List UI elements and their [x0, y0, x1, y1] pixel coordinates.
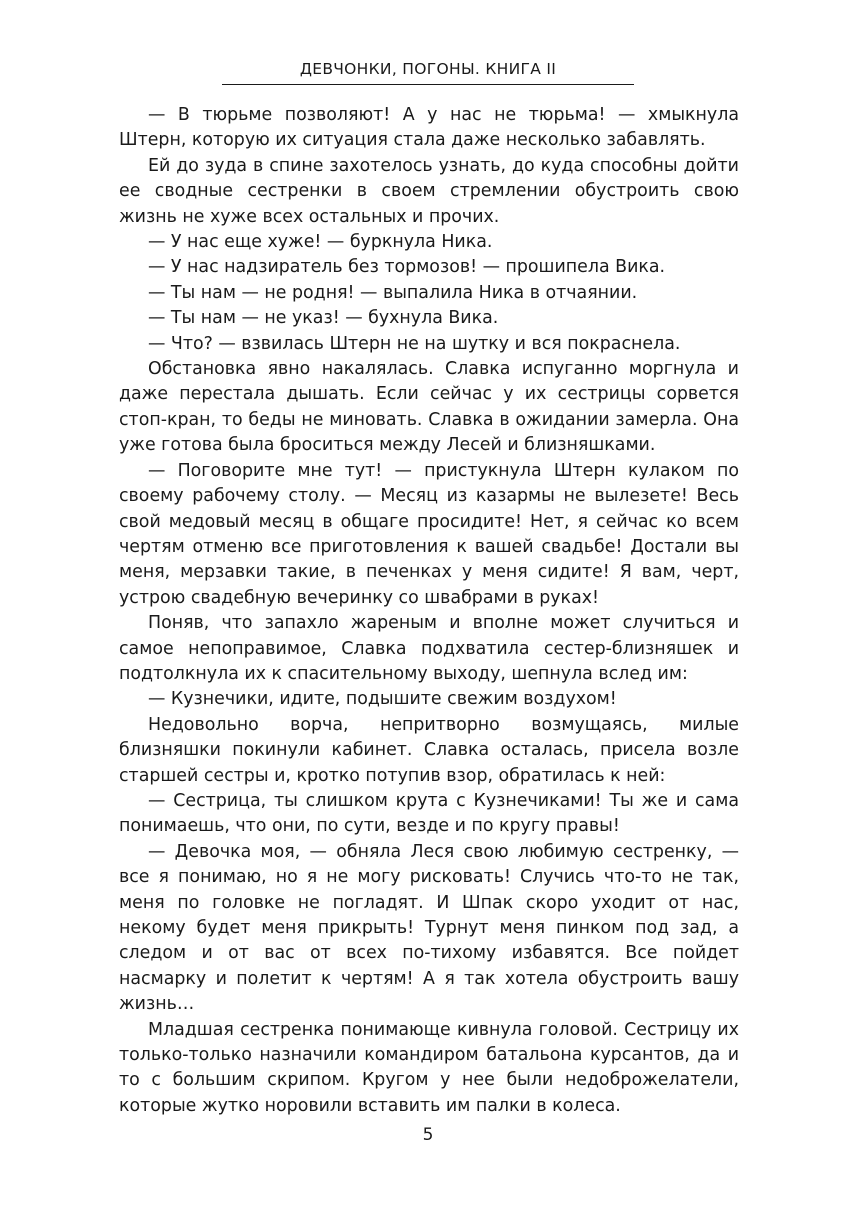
paragraph: — Кузнечики, идите, подышите свежим воздухом!	[148, 689, 617, 710]
header-divider	[222, 84, 634, 85]
paragraph: — Что? — взвилась Штерн не на шутку и вся покраснела.	[148, 333, 681, 354]
paragraph: Обстановка явно накалялась. Славка испуганно моргнула и даже перестала дышать. Если сейчас у их сестрицы сорвется стоп-кран, то беды не миновать. Славка в ожидании замерла. Она уже готова была броситься между Лесей и близняшками.	[119, 359, 739, 456]
paragraph: — Девочка моя, — обняла Леся свою любимую сестренку, — все я понимаю, но я не могу рисковать! Случись что-то не так, меня по головке не погладят. И Шпак скоро уходит от нас, некому будет меня прикрыть! Турнут меня пинком под зад, а следом и от вас от всех по-тихому избавятся. Все пойдет насмарку и полетит к чертям! А я так хотела обустроить вашу жизнь…	[119, 841, 739, 1015]
paragraph: — Сестрица, ты слишком крута с Кузнечиками! Ты же и сама понимаешь, что они, по сути, везде и по кругу правы!	[119, 790, 739, 837]
paragraph: — У нас еще хуже! — буркнула Ника.	[148, 232, 493, 253]
paragraph: Младшая сестренка понимающе кивнула головой. Сестрицу их только-только назначили командиром батальона курсантов, да и то с большим скрипом. Кругом у нее были недоброжелатели, которые жутко норовили вставить им палки в колеса.	[119, 1019, 739, 1116]
paragraph: — У нас надзиратель без тормозов! — прошипела Вика.	[148, 257, 666, 278]
paragraph: — Поговорите мне тут! — пристукнула Штерн кулаком по своему рабочему столу. — Месяц из казармы не вылезете! Весь свой медовый месяц в общаге просидите! Нет, я сейчас ко всем чертям отменю все приготовления к вашей свадьбе! Достали вы меня, мерзавки такие, в печенках у меня сидите! Я вам, черт, устрою свадебную вечеринку со швабрами в руках!	[119, 460, 739, 608]
paragraph: Ей до зуда в спине захотелось узнать, до куда способны дойти ее сводные сестренки в своем стремлении обустроить свою жизнь не хуже всех остальных и прочих.	[119, 155, 739, 227]
paragraph: — Ты нам — не указ! — бухнула Вика.	[148, 308, 499, 329]
running-header: ДЕВЧОНКИ, ПОГОНЫ. КНИГА II	[299, 60, 557, 78]
paragraph: — В тюрьме позволяют! А у нас не тюрьма! — хмыкнула Штерн, которую их ситуация стала даже несколько забавлять.	[119, 105, 739, 151]
paragraph: Недовольно ворча, непритворно возмущаясь, милые близняшки покинули кабинет. Славка осталась, присела возле старшей сестры и, кротко потупив взор, обратилась к ней:	[119, 714, 739, 786]
page-number: 5	[422, 1125, 434, 1145]
paragraph: — Ты нам — не родня! — выпалила Ника в отчаянии.	[148, 282, 638, 303]
paragraph: Поняв, что запахло жареным и вполне может случиться и самое непоправимое, Славка подхватила сестер-близняшек и подтолкнула их к спасительному выходу, шепнула вслед им:	[119, 613, 739, 684]
page-body	[119, 103, 739, 1119]
